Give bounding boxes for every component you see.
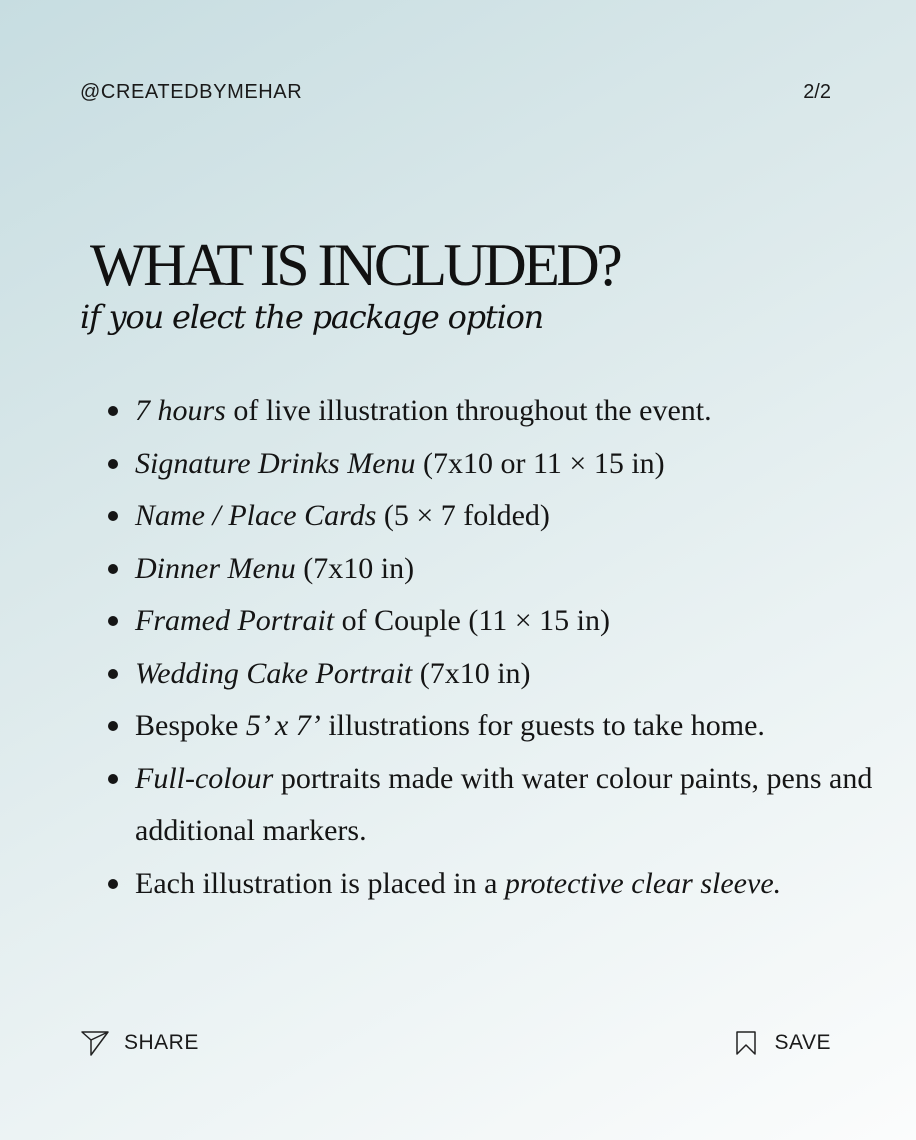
item-text: portraits made with water colour paints, pens and additional markers. bbox=[135, 761, 873, 847]
list-item bbox=[135, 490, 875, 543]
item-text: Bespoke bbox=[135, 709, 246, 742]
list-item bbox=[135, 595, 875, 648]
item-text: (7x10 or 11 × 15 in) bbox=[415, 446, 665, 480]
send-icon bbox=[80, 1029, 110, 1057]
item-text: (7x10 in) bbox=[295, 551, 415, 585]
item-text: of Couple (11 × 15 in) bbox=[334, 604, 610, 637]
list-item bbox=[135, 385, 875, 438]
emphasized-text: Full-colour bbox=[135, 761, 274, 795]
share-label: SHARE bbox=[124, 1031, 199, 1054]
item-text: (7x10 in) bbox=[412, 656, 531, 690]
emphasized-text: protective clear sleeve. bbox=[504, 866, 782, 900]
emphasized-text: Dinner Menu bbox=[135, 551, 296, 585]
page-subtitle: if you elect the package option bbox=[80, 298, 544, 336]
share-button[interactable] bbox=[80, 1028, 199, 1058]
emphasized-text: Signature Drinks Menu bbox=[135, 446, 416, 480]
list-item bbox=[135, 700, 875, 753]
emphasized-text: 7 hours bbox=[135, 394, 226, 427]
list-item bbox=[135, 858, 875, 911]
item-text: (5 × 7 folded) bbox=[376, 499, 550, 532]
list-item bbox=[135, 543, 875, 596]
save-label: SAVE bbox=[774, 1031, 831, 1054]
item-text: of live illustration throughout the event. bbox=[225, 394, 712, 427]
list-item bbox=[135, 648, 875, 701]
account-handle: @CREATEDBYMEHAR bbox=[80, 81, 303, 103]
item-text: illustrations for guests to take home. bbox=[320, 709, 765, 742]
page-title: WHAT IS INCLUDED? bbox=[90, 232, 620, 298]
item-text: Each illustration is placed in a bbox=[135, 866, 505, 900]
list-item bbox=[135, 753, 875, 858]
page-counter: 2/2 bbox=[803, 81, 831, 103]
emphasized-text: Name / Place Cards bbox=[135, 499, 377, 532]
emphasized-text: Framed Portrait bbox=[135, 604, 335, 637]
emphasized-text: Wedding Cake Portrait bbox=[135, 656, 413, 690]
emphasized-text: 5’ x 7’ bbox=[245, 709, 321, 742]
bookmark-icon bbox=[735, 1030, 757, 1056]
list-item bbox=[135, 438, 875, 491]
included-items-list bbox=[135, 385, 875, 910]
save-button[interactable] bbox=[735, 1028, 831, 1058]
